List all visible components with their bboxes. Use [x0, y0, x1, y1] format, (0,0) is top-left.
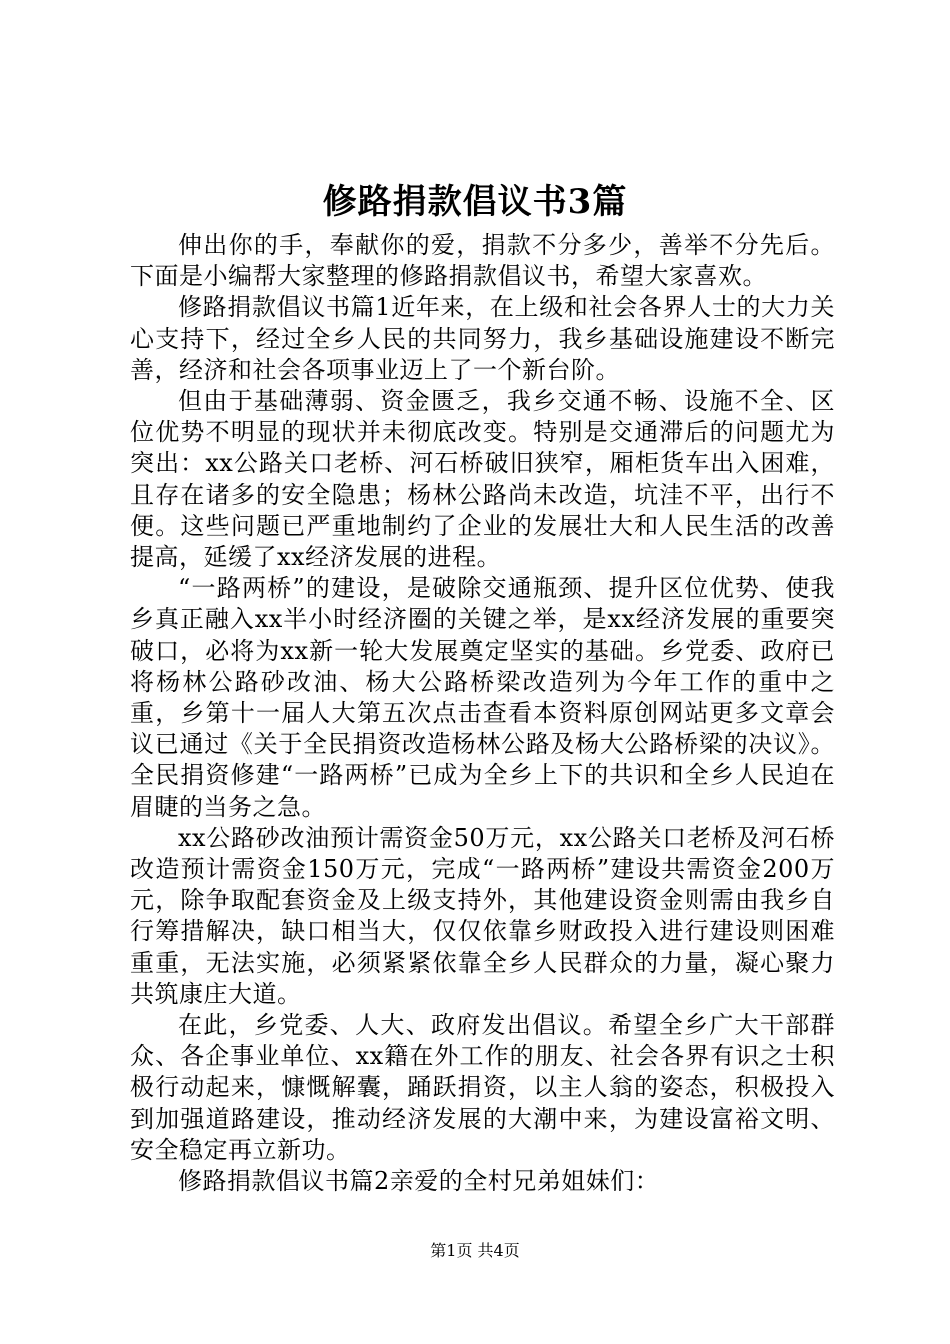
- paragraph-6: 修路捐款倡议书篇2亲爱的全村兄弟姐妹们：: [178, 1167, 660, 1196]
- paragraph-5: 在此，乡党委、人大、政府发出倡议。希望全乡广大干部群众、各企事业单位、xx籍在外工作的朋友、社会各界有识之士积极行动起来，慷慨解囊，踊跃捐资，以主人翁的姿态，积极投入到加强道路建设，推动经济发展的大潮中来，为建设富裕文明、安全稳定再立新功。: [130, 1011, 835, 1164]
- document-title: 修路捐款倡议书3篇: [322, 182, 628, 222]
- paragraph-2: 但由于基础薄弱、资金匮乏，我乡交通不畅、设施不全、区位优势不明显的现状并未彻底改变。特别是交通滞后的问题尤为突出：xx公路关口老桥、河石桥破旧狭窄，厢柜货车出入困难，且存在诸多的安全隐患；杨林公路尚未改造，坑洼不平，出行不便。这些问题已严重地制约了企业的发展壮大和人民生活的改善提高，延缓了xx经济发展的进程。: [130, 387, 835, 572]
- page-footer: 第1页 共4页: [430, 1241, 520, 1260]
- paragraph-intro: 伸出你的手，奉献你的爱，捐款不分多少，善举不分先后。下面是小编帮大家整理的修路捐款倡议书，希望大家喜欢。: [130, 231, 835, 291]
- paragraph-3: “一路两桥”的建设，是破除交通瓶颈、提升区位优势、使我乡真正融入xx半小时经济圈的关键之举，是xx经济发展的重要突破口，必将为xx新一轮大发展奠定坚实的基础。乡党委、政府已将杨林公路砂改油、杨大公路桥梁改造列为今年工作的重中之重，乡第十一届人大第五次点击查看本资料原创网站更多文章会议已通过《关于全民捐资改造杨林公路及杨大公路桥梁的决议》。全民捐资修建“一路两桥”已成为全乡上下的共识和全乡人民迫在眉睫的当务之急。: [130, 574, 835, 821]
- paragraph-4: xx公路砂改油预计需资金50万元，xx公路关口老桥及河石桥改造预计需资金150万元，完成“一路两桥”建设共需资金200万元，除争取配套资金及上级支持外，其他建设资金则需由我乡自行筹措解决，缺口相当大，仅仅依靠乡财政投入进行建设则困难重重，无法实施，必须紧紧依靠全乡人民群众的力量，凝心聚力共筑康庄大道。: [130, 823, 835, 1008]
- document-body: [130, 230, 835, 1197]
- paragraph-1: 修路捐款倡议书篇1近年来，在上级和社会各界人士的大力关心支持下，经过全乡人民的共同努力，我乡基础设施建设不断完善，经济和社会各项事业迈上了一个新台阶。: [130, 293, 835, 384]
